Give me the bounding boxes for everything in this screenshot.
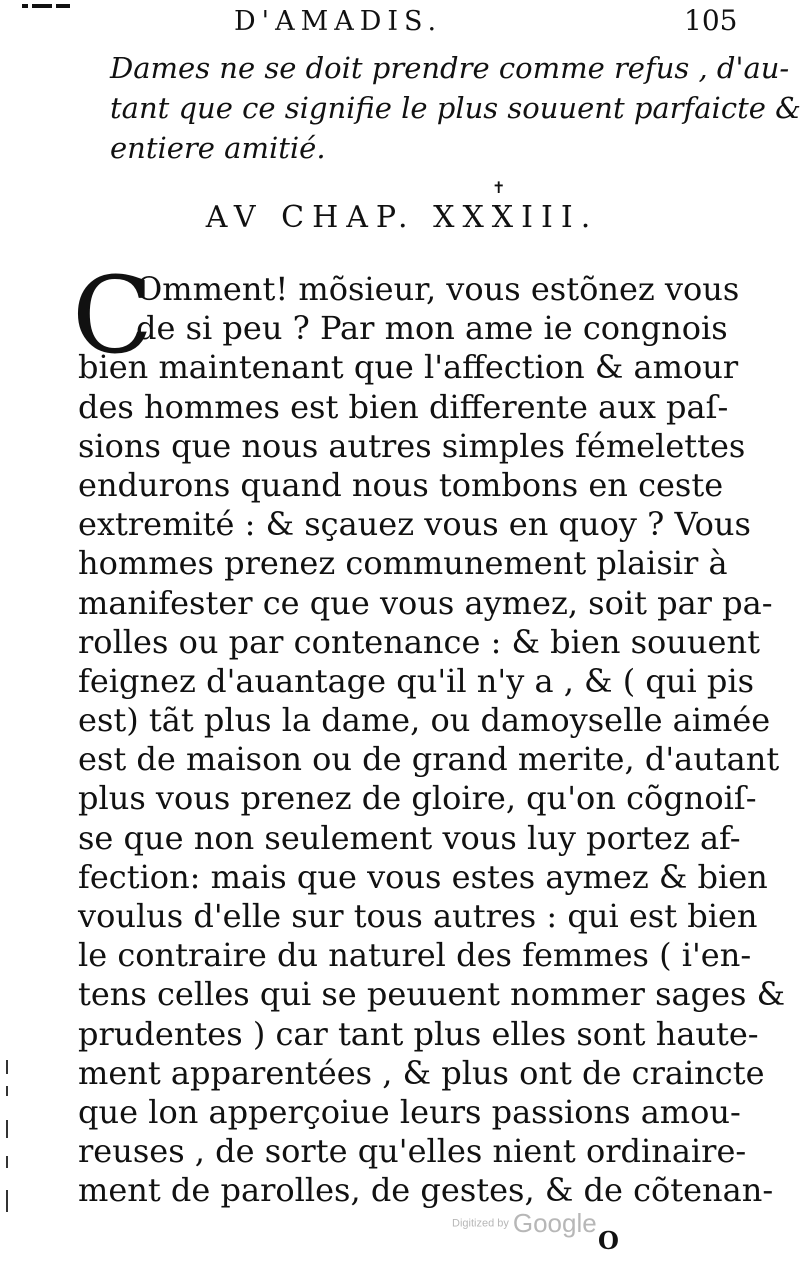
margin-marks (0, 1060, 16, 1260)
chapter-heading: AV CHAP. XXXIII. (205, 200, 599, 235)
text-line: ment de parolles, de gestes, & de cõtenan- (78, 1171, 774, 1210)
text-line: sions que nous autres simples fémelettes (78, 426, 746, 465)
text-line: extremité : & sçauez vous en quoy ? Vous (78, 505, 751, 544)
text-line: endurons quand nous tombons en ceste (78, 465, 724, 504)
text-line: tens celles qui se peuuent nommer sages & (78, 975, 786, 1014)
text-line: bien maintenant que l'affection & amour (78, 348, 739, 387)
text-line: se que non seulement vous luy portez af- (78, 818, 741, 857)
text-line: hommes prenez communement plaisir à (78, 544, 728, 583)
text-line: le contraire du naturel des femmes ( i'en- (78, 936, 752, 975)
text-line: prudentes ) car tant plus elles sont haute- (78, 1014, 759, 1053)
text-line: plus vous prenez de gloire, qu'on cõgnoiſ- (78, 779, 757, 818)
watermark-small: Digitized by (452, 1217, 509, 1230)
text-line: feignez d'auantage qu'il n'y a , & ( qui pis (78, 661, 754, 700)
text-line: est) tãt plus la dame, ou damoyselle aimée (78, 701, 771, 740)
text-line: est de maison ou de grand merite, d'autant (78, 740, 780, 779)
body-text (78, 270, 786, 1211)
drop-cap: C (72, 254, 154, 377)
digitizer-watermark (452, 1208, 597, 1239)
text-line: rolles ou par contenance : & bien souuent (78, 622, 760, 661)
text-line: reuses , de sorte qu'elles nient ordinaire- (78, 1132, 747, 1171)
ornament-mark: ✝ (492, 178, 506, 197)
text-line: manifester ce que vous aymez, soit par pa- (78, 583, 773, 622)
text-line: Omment! mõsieur, vous estõnez vous (136, 270, 740, 308)
signature-mark: O (598, 1226, 619, 1255)
italic-line: entiere amitié. (110, 131, 326, 165)
page-edge-mark (22, 0, 72, 14)
text-line: que lon apperçoiue leurs passions amou- (78, 1092, 741, 1131)
text-line: des hommes est bien differente aux paſ- (78, 387, 729, 426)
text-line: fection: mais que vous estes aymez & bien (78, 857, 768, 896)
text-line: de si peu ? Par mon ame ie congnois (136, 309, 728, 348)
text-line: voulus d'elle sur tous autres : qui est bien (78, 897, 758, 935)
previous-section-text (110, 48, 801, 168)
page-number: 105 (684, 4, 738, 37)
running-title: D'AMADIS. (234, 6, 443, 37)
watermark-google: Google (512, 1208, 597, 1238)
text-line: ment apparentées , & plus ont de craincte (78, 1053, 765, 1092)
italic-line: tant que ce signifie le plus souuent parfaicte & (110, 91, 801, 125)
italic-line: Dames ne se doit prendre comme refus , d'au- (110, 51, 790, 85)
